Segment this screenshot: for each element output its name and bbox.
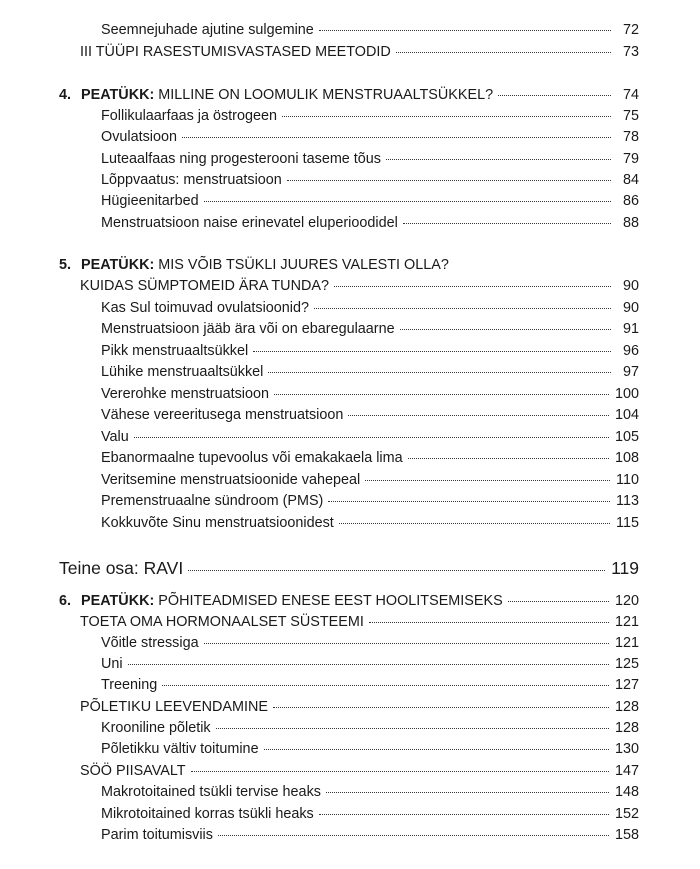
page-number: 105 bbox=[614, 429, 639, 445]
toc-entry-title: Menstruatsioon naise erinevatel eluperioodidel bbox=[101, 215, 398, 231]
dot-leader bbox=[134, 437, 609, 438]
toc-entry-title: Vererohke menstruatsioon bbox=[101, 386, 269, 402]
toc-entry[interactable] bbox=[101, 803, 639, 825]
toc-entry[interactable] bbox=[101, 105, 639, 127]
toc-row bbox=[0, 696, 700, 718]
toc-entry[interactable] bbox=[101, 169, 639, 191]
toc-entry-title: SÖÖ PIISAVALT bbox=[80, 763, 186, 779]
page-number: 125 bbox=[614, 656, 639, 672]
toc-entry-title: Võitle stressiga bbox=[101, 635, 199, 651]
toc-row bbox=[0, 738, 700, 760]
toc-entry-title: TOETA OMA HORMONAALSET SÜSTEEMI bbox=[80, 614, 364, 630]
page-number: 152 bbox=[614, 806, 639, 822]
toc-row bbox=[0, 426, 700, 448]
toc-entry-title: Teine osa: RAVI bbox=[59, 558, 184, 578]
dot-leader bbox=[274, 394, 609, 395]
toc-row bbox=[0, 84, 700, 106]
toc-row bbox=[0, 254, 700, 276]
dot-leader bbox=[348, 415, 609, 416]
page-number: 115 bbox=[616, 515, 639, 531]
toc-entry[interactable] bbox=[101, 126, 639, 148]
page-number: 120 bbox=[614, 593, 639, 609]
page-number: 110 bbox=[616, 472, 639, 488]
dot-leader bbox=[319, 814, 609, 815]
toc-entry[interactable] bbox=[59, 84, 639, 106]
page-number: 130 bbox=[614, 741, 639, 757]
dot-leader bbox=[188, 570, 605, 571]
toc-entry[interactable] bbox=[101, 824, 639, 846]
toc-entry[interactable] bbox=[101, 738, 639, 760]
toc-row bbox=[0, 512, 700, 534]
toc-row bbox=[0, 190, 700, 212]
toc-entry-title: MIS VÕIB TSÜKLI JUURES VALESTI OLLA? bbox=[158, 257, 449, 273]
toc-entry-title: Põletikku vältiv toitumine bbox=[101, 741, 259, 757]
toc-row bbox=[0, 824, 700, 846]
page-number: 96 bbox=[622, 343, 639, 359]
toc-row bbox=[0, 383, 700, 405]
toc-entry-title: Uni bbox=[101, 656, 123, 672]
dot-leader bbox=[498, 95, 611, 96]
toc-entry-title: KUIDAS SÜMPTOMEID ÄRA TUNDA? bbox=[80, 278, 329, 294]
toc-entry-title: Mikrotoitained korras tsükli heaks bbox=[101, 806, 314, 822]
page-number: 158 bbox=[614, 827, 639, 843]
page-number: 90 bbox=[622, 300, 639, 316]
page-number: 104 bbox=[614, 407, 639, 423]
toc-entry[interactable] bbox=[101, 632, 639, 654]
toc-row bbox=[0, 611, 700, 633]
page-number: 72 bbox=[622, 22, 639, 38]
toc-entry-title: Parim toitumisviis bbox=[101, 827, 213, 843]
toc-entry[interactable] bbox=[101, 148, 639, 170]
toc-entry[interactable] bbox=[101, 297, 639, 319]
page-number: 91 bbox=[622, 321, 639, 337]
toc-entry-title: Valu bbox=[101, 429, 129, 445]
page-number: 128 bbox=[614, 720, 639, 736]
chapter-number: 6. bbox=[59, 593, 72, 609]
dot-leader bbox=[264, 749, 609, 750]
toc-entry-title: Kas Sul toimuvad ovulatsioonid? bbox=[101, 300, 309, 316]
toc-row bbox=[0, 19, 700, 41]
toc-entry[interactable] bbox=[59, 590, 639, 612]
page-number: 148 bbox=[614, 784, 639, 800]
dot-leader bbox=[282, 116, 611, 117]
toc-entry[interactable] bbox=[101, 447, 639, 469]
dot-leader bbox=[216, 728, 609, 729]
toc-row bbox=[0, 275, 700, 297]
page-number: 90 bbox=[622, 278, 639, 294]
dot-leader bbox=[204, 201, 611, 202]
toc-entry-title: PÕHITEADMISED ENESE EEST HOOLITSEMISEKS bbox=[158, 593, 503, 609]
toc-row bbox=[0, 469, 700, 491]
toc-entry[interactable] bbox=[101, 674, 639, 696]
toc-row bbox=[0, 404, 700, 426]
toc-entry-title: Hügieenitarbed bbox=[101, 193, 199, 209]
toc-entry[interactable] bbox=[101, 469, 639, 491]
dot-leader bbox=[326, 792, 609, 793]
dot-leader bbox=[403, 223, 611, 224]
chapter-label: PEATÜKK: bbox=[81, 87, 155, 103]
toc-entry[interactable] bbox=[101, 653, 639, 675]
toc-entry-title: Treening bbox=[101, 677, 158, 693]
toc-row bbox=[0, 760, 700, 782]
toc-entry-title: Seemnejuhade ajutine sulgemine bbox=[101, 22, 314, 38]
toc-row bbox=[0, 557, 700, 579]
toc-entry[interactable] bbox=[101, 318, 639, 340]
dot-leader bbox=[339, 523, 610, 524]
toc-entry[interactable] bbox=[59, 254, 639, 276]
toc-entry-title: Ovulatsioon bbox=[101, 129, 177, 145]
toc-entry[interactable] bbox=[101, 490, 639, 512]
dot-leader bbox=[319, 30, 611, 31]
dot-leader bbox=[162, 685, 609, 686]
toc-row bbox=[0, 169, 700, 191]
toc-entry[interactable] bbox=[101, 340, 639, 362]
dot-leader bbox=[396, 52, 611, 53]
toc-entry-title: Pikk menstruaaltsükkel bbox=[101, 343, 249, 359]
toc-entry-title: Menstruatsioon jääb ära või on ebaregulaarne bbox=[101, 321, 395, 337]
dot-leader bbox=[328, 501, 610, 502]
toc-entry[interactable] bbox=[101, 512, 639, 534]
toc-entry[interactable] bbox=[80, 760, 639, 782]
page-number: 84 bbox=[622, 172, 639, 188]
toc-entry[interactable] bbox=[101, 361, 639, 383]
toc-entry-title: Krooniline põletik bbox=[101, 720, 211, 736]
dot-leader bbox=[253, 351, 611, 352]
dot-leader bbox=[386, 159, 611, 160]
page-number: 86 bbox=[622, 193, 639, 209]
toc-row bbox=[0, 781, 700, 803]
toc-entry-title: Lühike menstruaaltsükkel bbox=[101, 364, 264, 380]
page-number: 75 bbox=[622, 108, 639, 124]
toc-row bbox=[0, 490, 700, 512]
toc-entry-title: Makrotoitained tsükli tervise heaks bbox=[101, 784, 321, 800]
page-number: 121 bbox=[614, 635, 639, 651]
toc-row bbox=[0, 340, 700, 362]
page-number: 73 bbox=[622, 44, 639, 60]
dot-leader bbox=[287, 180, 611, 181]
dot-leader bbox=[365, 480, 610, 481]
toc-entry[interactable] bbox=[101, 383, 639, 405]
toc-entry[interactable] bbox=[101, 426, 639, 448]
toc-entry[interactable] bbox=[80, 611, 639, 633]
chapter-label: PEATÜKK: bbox=[81, 593, 155, 609]
page-number: 108 bbox=[614, 450, 639, 466]
toc-entry[interactable] bbox=[101, 190, 639, 212]
page-number: 121 bbox=[614, 614, 639, 630]
toc-entry-title: Ebanormaalne tupevoolus või emakakaela lima bbox=[101, 450, 403, 466]
page-number: 100 bbox=[614, 386, 639, 402]
toc-entry[interactable] bbox=[101, 717, 639, 739]
toc-row bbox=[0, 212, 700, 234]
dot-leader bbox=[268, 372, 611, 373]
toc-entry[interactable] bbox=[80, 41, 639, 63]
chapter-number: 4. bbox=[59, 87, 72, 103]
toc-row bbox=[0, 41, 700, 63]
toc-row bbox=[0, 318, 700, 340]
toc-entry[interactable] bbox=[80, 275, 639, 297]
dot-leader bbox=[400, 329, 611, 330]
page-number: 74 bbox=[622, 87, 639, 103]
page-number: 128 bbox=[614, 699, 639, 715]
toc-row bbox=[0, 148, 700, 170]
chapter-number: 5. bbox=[59, 257, 72, 273]
page-number: 147 bbox=[614, 763, 639, 779]
toc-entry-title: MILLINE ON LOOMULIK MENSTRUAALTSÜKKEL? bbox=[158, 87, 494, 103]
toc-row bbox=[0, 590, 700, 612]
toc-row bbox=[0, 361, 700, 383]
dot-leader bbox=[128, 664, 609, 665]
toc-row bbox=[0, 803, 700, 825]
toc-entry[interactable] bbox=[101, 404, 639, 426]
page-number: 127 bbox=[614, 677, 639, 693]
page-number: 79 bbox=[622, 151, 639, 167]
toc-row bbox=[0, 126, 700, 148]
dot-leader bbox=[191, 771, 609, 772]
toc-row bbox=[0, 297, 700, 319]
toc-row bbox=[0, 447, 700, 469]
toc-entry-title: III TÜÜPI RASESTUMISVASTASED MEETODID bbox=[80, 44, 391, 60]
toc-entry-title: Veritsemine menstruatsioonide vahepeal bbox=[101, 472, 361, 488]
toc-entry-title: PÕLETIKU LEEVENDAMINE bbox=[80, 699, 268, 715]
dot-leader bbox=[334, 286, 611, 287]
page-number: 97 bbox=[622, 364, 639, 380]
dot-leader bbox=[182, 137, 611, 138]
dot-leader bbox=[508, 601, 609, 602]
toc-entry[interactable] bbox=[101, 212, 639, 234]
toc-row bbox=[0, 653, 700, 675]
dot-leader bbox=[314, 308, 611, 309]
dot-leader bbox=[204, 643, 609, 644]
toc-entry-title: Kokkuvõte Sinu menstruatsioonidest bbox=[101, 515, 334, 531]
toc-entry-title: Luteaalfaas ning progesterooni taseme tõus bbox=[101, 151, 382, 167]
toc-entry[interactable] bbox=[80, 696, 639, 718]
page-number: 113 bbox=[616, 493, 639, 509]
page-number: 78 bbox=[622, 129, 639, 145]
toc-entry-title: Premenstruaalne sündroom (PMS) bbox=[101, 493, 324, 509]
toc-entry[interactable] bbox=[101, 19, 639, 41]
toc-row bbox=[0, 632, 700, 654]
chapter-label: PEATÜKK: bbox=[81, 257, 155, 273]
toc-entry-title: Vähese vereeritusega menstruatsioon bbox=[101, 407, 344, 423]
page-number: 88 bbox=[622, 215, 639, 231]
toc-row bbox=[0, 105, 700, 127]
toc-row bbox=[0, 674, 700, 696]
dot-leader bbox=[218, 835, 609, 836]
toc-entry[interactable] bbox=[59, 557, 639, 579]
dot-leader bbox=[369, 622, 609, 623]
page-number: 119 bbox=[611, 558, 639, 578]
toc-entry-title: Lõppvaatus: menstruatsioon bbox=[101, 172, 282, 188]
dot-leader bbox=[408, 458, 609, 459]
dot-leader bbox=[273, 707, 609, 708]
toc-entry[interactable] bbox=[101, 781, 639, 803]
toc-entry-title: Follikulaarfaas ja östrogeen bbox=[101, 108, 277, 124]
toc-row bbox=[0, 717, 700, 739]
